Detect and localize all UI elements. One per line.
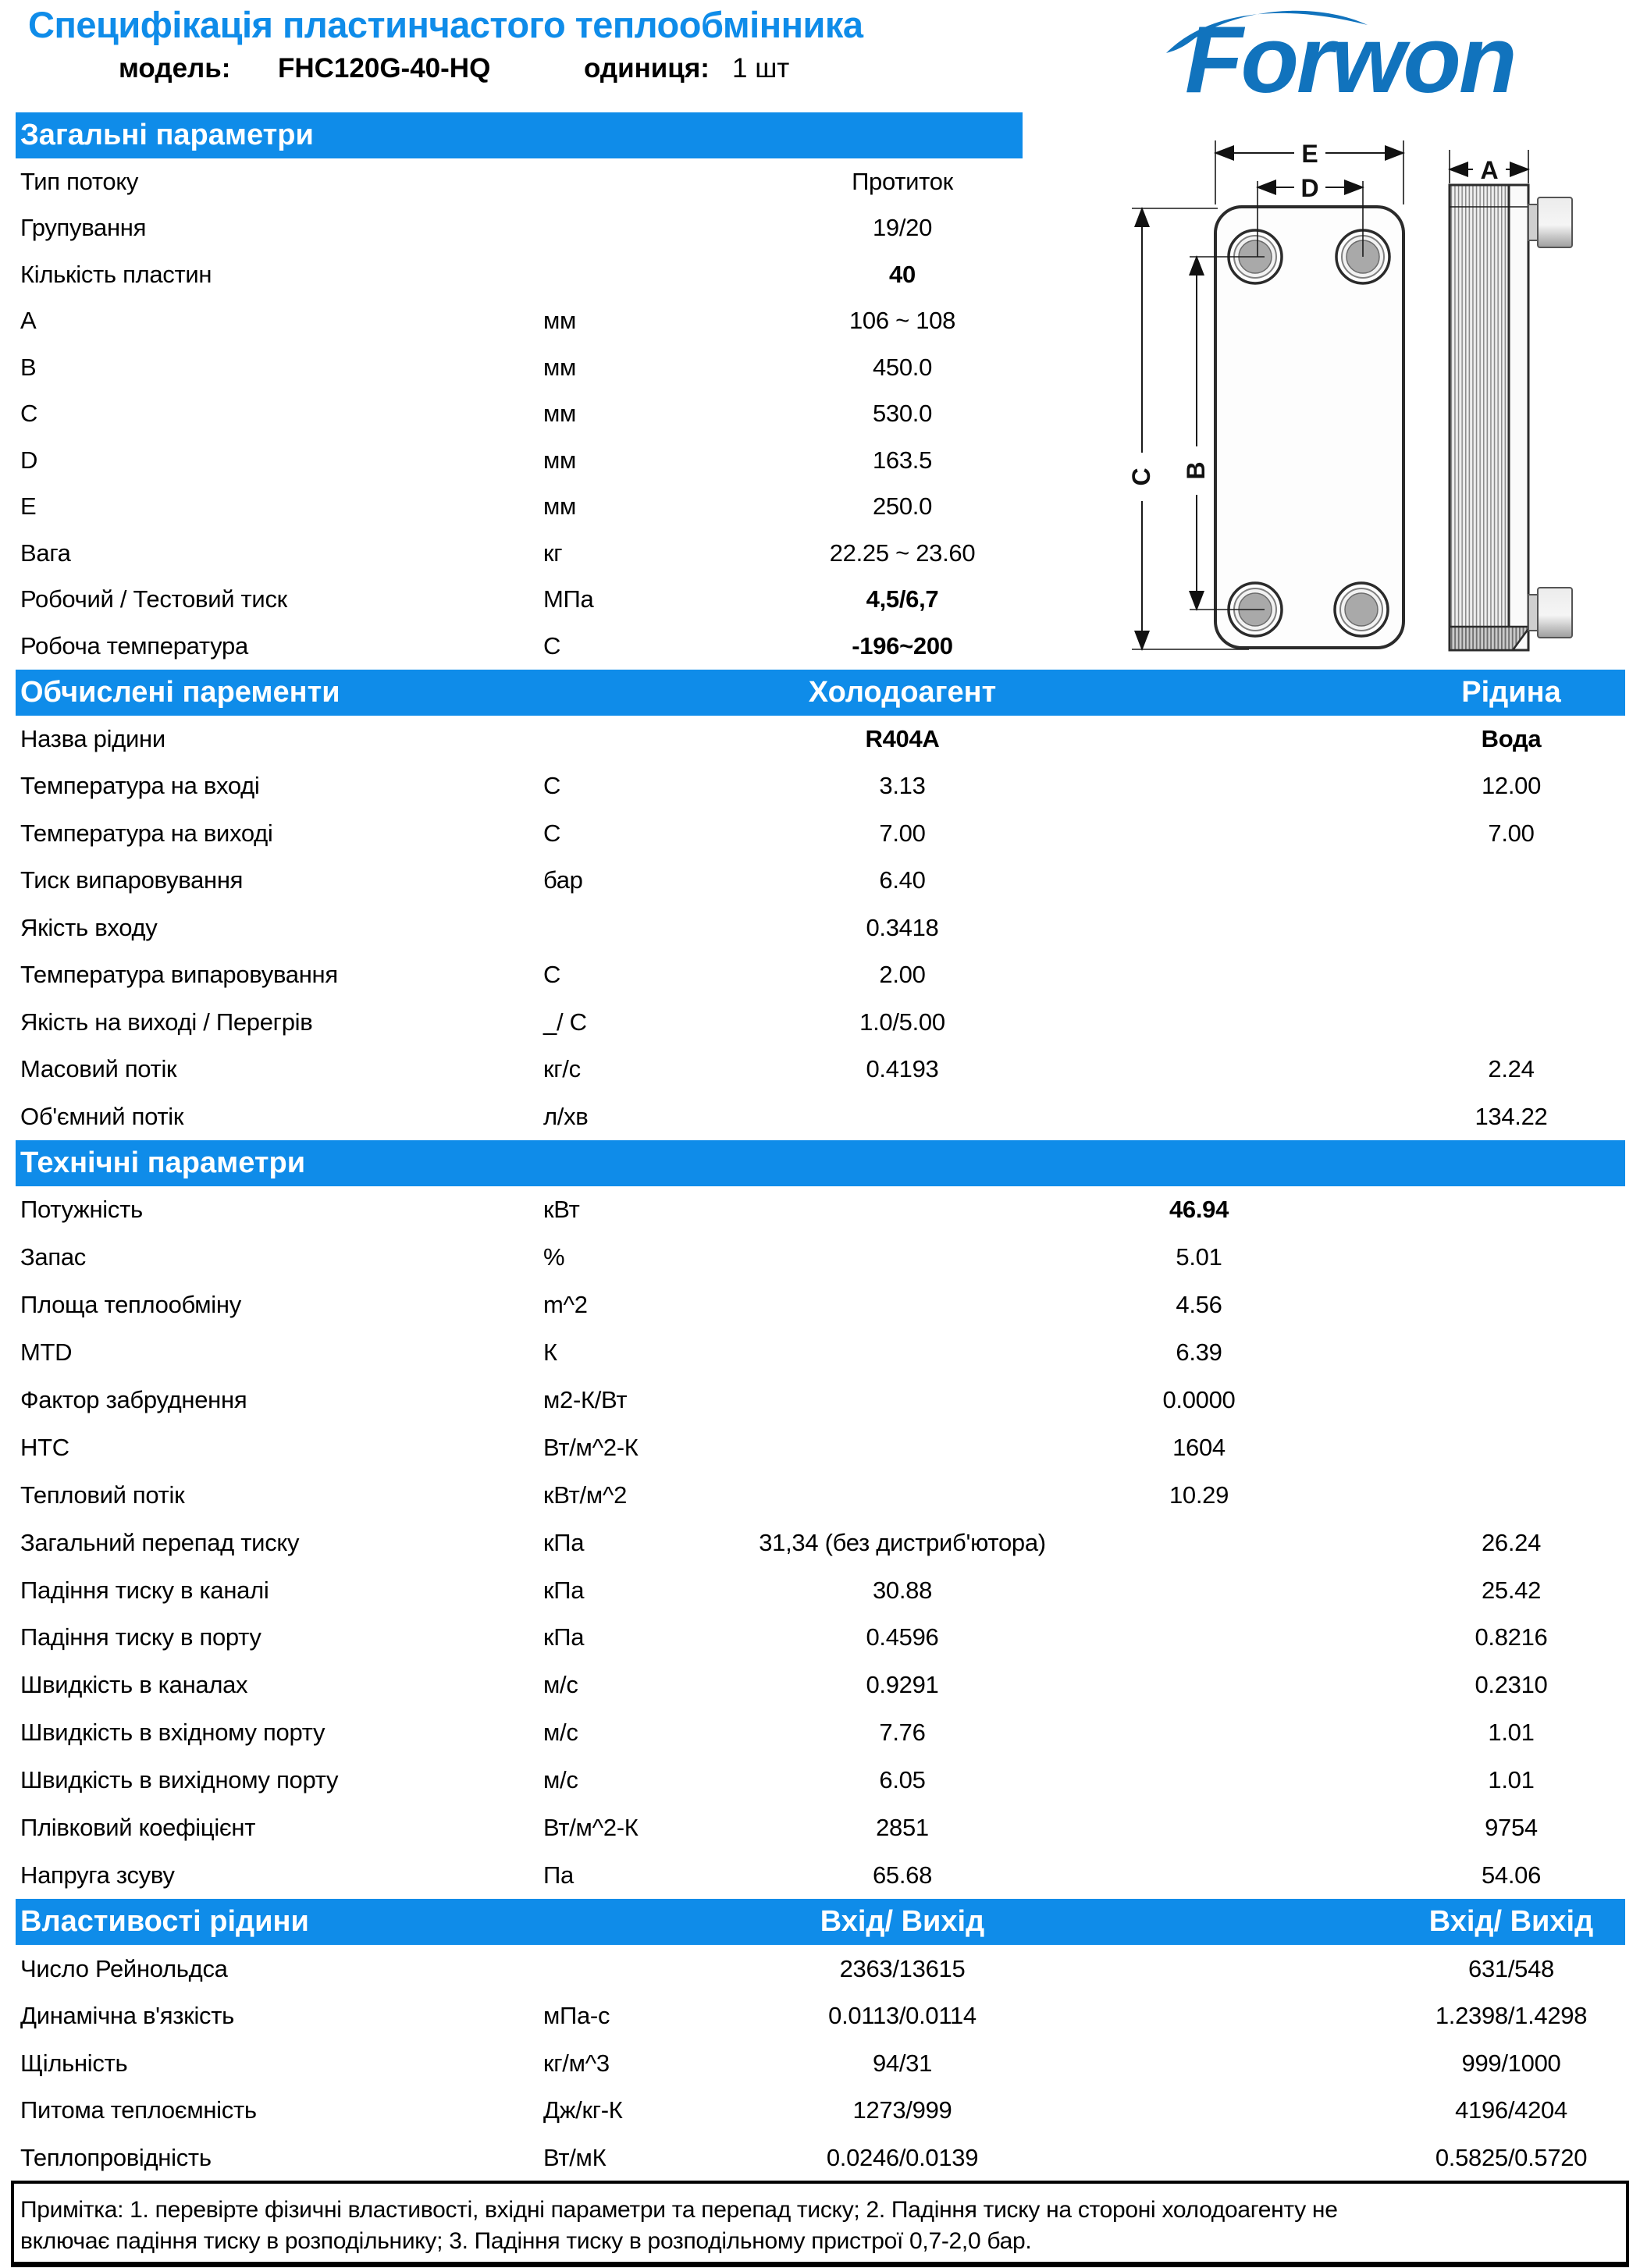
table-row xyxy=(16,716,1640,763)
column-header-liquid: Рідина xyxy=(1461,675,1561,709)
param-value-refrigerant: 530.0 xyxy=(872,400,933,428)
param-value-liquid: 134.22 xyxy=(1475,1102,1548,1130)
param-unit: Па xyxy=(543,1861,574,1889)
param-value-refrigerant: 30.88 xyxy=(872,1576,933,1604)
table-row xyxy=(16,999,1640,1047)
param-value-liquid: 26.24 xyxy=(1481,1528,1542,1556)
param-value-refrigerant: 4,5/6,7 xyxy=(866,585,939,613)
param-unit: Вт/м^2-К xyxy=(543,1814,639,1842)
port-bottom-right-icon xyxy=(1335,583,1388,636)
table-row xyxy=(16,1566,1640,1614)
table-row xyxy=(16,1186,1640,1234)
param-value: 6.39 xyxy=(1176,1338,1222,1367)
column-header-refrigerant: Вхід/ Вихід xyxy=(820,1905,985,1939)
param-value-refrigerant: 0.9291 xyxy=(866,1671,939,1699)
param-value-refrigerant: 6.05 xyxy=(879,1766,926,1794)
param-value-refrigerant: 40 xyxy=(889,260,916,288)
param-unit: C xyxy=(543,819,561,847)
param-unit: мм xyxy=(543,307,577,335)
param-unit: м2-К/Вт xyxy=(543,1386,628,1413)
param-value-liquid: 12.00 xyxy=(1481,772,1542,800)
section-header-label: Технічні параметри xyxy=(20,1146,306,1179)
param-name: Падіння тиску в порту xyxy=(20,1623,261,1651)
param-value-liquid: Вода xyxy=(1481,724,1542,752)
table-row xyxy=(16,1234,1640,1282)
side-view-plate-pack xyxy=(1450,185,1509,650)
dim-label-c: C xyxy=(1127,467,1155,486)
param-unit: кг/с xyxy=(543,1055,581,1083)
param-name: Загальний перепад тиску xyxy=(20,1528,300,1556)
table-row xyxy=(16,1662,1640,1709)
param-value-refrigerant: 0.0246/0.0139 xyxy=(826,2143,979,2171)
forwon-logo xyxy=(1155,2,1624,111)
param-name: Якість на виході / Перегрів xyxy=(20,1008,313,1036)
param-unit: C xyxy=(543,631,561,659)
param-value-refrigerant: 94/31 xyxy=(872,2049,933,2077)
param-unit: C xyxy=(543,961,561,989)
param-value-refrigerant: 2851 xyxy=(876,1814,929,1842)
section-header xyxy=(16,1140,1625,1186)
param-unit: Дж/кг-К xyxy=(543,2096,623,2124)
model-value: FHC120G-40-HQ xyxy=(278,53,491,84)
unit-value: 1 шт xyxy=(732,53,790,84)
param-unit: % xyxy=(543,1243,565,1271)
param-name: Швидкість в вхідному порту xyxy=(20,1719,326,1747)
param-unit: Вт/мК xyxy=(543,2143,607,2171)
param-value-refrigerant: 22.25 ~ 23.60 xyxy=(829,539,976,567)
param-value: 1604 xyxy=(1172,1433,1226,1461)
param-unit: кПа xyxy=(543,1528,585,1556)
param-value-refrigerant: 0.4596 xyxy=(866,1623,939,1651)
param-name: Температура на вході xyxy=(20,772,260,800)
heat-exchanger-diagram xyxy=(1124,117,1640,671)
param-name: Плівковий коефіцієнт xyxy=(20,1814,256,1842)
param-value: 4.56 xyxy=(1176,1291,1222,1319)
param-value-refrigerant: 65.68 xyxy=(872,1861,933,1889)
param-name: Тиск випаровування xyxy=(20,866,244,894)
param-value-refrigerant: 31,34 (без дистриб'ютора) xyxy=(759,1528,1046,1556)
column-header-refrigerant: Холодоагент xyxy=(808,675,997,709)
table-row xyxy=(16,810,1640,858)
logo-text: Forwon xyxy=(1185,6,1515,111)
dim-label-d: D xyxy=(1300,174,1319,202)
param-name: Теплопровідність xyxy=(20,2143,212,2171)
nozzle-top-icon xyxy=(1528,197,1572,247)
param-value-refrigerant: 7.00 xyxy=(879,819,926,847)
param-name: Число Рейнольдса xyxy=(20,1954,228,1982)
param-unit: К xyxy=(543,1338,557,1367)
param-value: 0.0000 xyxy=(1162,1386,1236,1413)
param-name: Швидкість в каналах xyxy=(20,1671,248,1699)
param-unit: кПа xyxy=(543,1623,585,1651)
param-value-refrigerant: 2363/13615 xyxy=(839,1954,966,1982)
param-name: Потужність xyxy=(20,1196,143,1224)
table-row xyxy=(16,2134,1640,2181)
param-value-refrigerant: 0.3418 xyxy=(866,913,939,941)
dim-label-e: E xyxy=(1301,140,1318,168)
param-unit: мм xyxy=(543,446,577,474)
param-name: Температура випаровування xyxy=(20,961,338,989)
param-name: Фактор забруднення xyxy=(20,1386,247,1413)
param-name: E xyxy=(20,492,37,521)
table-row xyxy=(16,1945,1640,1992)
param-value-refrigerant: 6.40 xyxy=(879,866,926,894)
param-name: D xyxy=(20,446,38,474)
param-value-liquid: 0.8216 xyxy=(1475,1623,1548,1651)
param-value-refrigerant: 1.0/5.00 xyxy=(859,1008,945,1036)
param-unit: мм xyxy=(543,492,577,521)
param-unit: кВт/м^2 xyxy=(543,1481,628,1509)
param-name: Вага xyxy=(20,539,71,567)
param-value-liquid: 9754 xyxy=(1485,1814,1538,1842)
param-name: Групування xyxy=(20,214,147,242)
param-value-refrigerant: 106 ~ 108 xyxy=(848,307,956,335)
param-value-liquid: 54.06 xyxy=(1481,1861,1542,1889)
param-unit: C xyxy=(543,772,561,800)
param-value-liquid: 0.5825/0.5720 xyxy=(1435,2143,1588,2171)
table-row xyxy=(16,1614,1640,1662)
section-header xyxy=(16,1899,1625,1945)
param-value-refrigerant: 1273/999 xyxy=(852,2096,952,2124)
param-unit: кг/м^3 xyxy=(543,2049,610,2077)
param-value-liquid: 631/548 xyxy=(1468,1954,1554,1982)
param-unit: кПа xyxy=(543,1576,585,1604)
param-value-liquid: 1.01 xyxy=(1488,1719,1535,1747)
param-value-refrigerant: Протиток xyxy=(852,167,953,195)
param-name: Температура на виході xyxy=(20,819,273,847)
section-header-label: Обчислені паременти xyxy=(20,675,340,709)
param-name: Робочий / Тестовий тиск xyxy=(20,585,287,613)
param-name: Масовий потік xyxy=(20,1055,177,1083)
section-header xyxy=(16,670,1625,716)
param-value-liquid: 1.01 xyxy=(1488,1766,1535,1794)
table-row xyxy=(16,951,1640,999)
param-name: Тепловий потік xyxy=(20,1481,185,1509)
param-value: 10.29 xyxy=(1169,1481,1229,1509)
param-unit: м/с xyxy=(543,1766,578,1794)
param-value-refrigerant: 250.0 xyxy=(872,492,933,521)
param-name: Якість входу xyxy=(20,913,158,941)
model-label: модель: xyxy=(119,53,231,84)
param-unit: бар xyxy=(543,866,583,894)
param-name: Об'ємний потік xyxy=(20,1102,184,1130)
param-value-refrigerant: 19/20 xyxy=(872,214,933,242)
column-header-liquid: Вхід/ Вихід xyxy=(1428,1905,1594,1939)
side-view-cover xyxy=(1509,185,1528,650)
param-name: A xyxy=(20,307,37,335)
param-value-refrigerant: 163.5 xyxy=(872,446,933,474)
param-value-liquid: 1.2398/1.4298 xyxy=(1435,2002,1588,2030)
param-name: Назва рідини xyxy=(20,724,165,752)
dim-label-b: B xyxy=(1182,461,1210,480)
param-value-liquid: 4196/4204 xyxy=(1455,2096,1567,2124)
param-value-liquid: 2.24 xyxy=(1488,1055,1535,1083)
table-row xyxy=(16,2087,1640,2135)
param-name: Щільність xyxy=(20,2049,128,2077)
note-box xyxy=(11,2181,1629,2267)
param-value-refrigerant: -196~200 xyxy=(852,631,953,659)
table-row xyxy=(16,905,1640,952)
param-value-refrigerant: 7.76 xyxy=(879,1719,926,1747)
param-unit: мм xyxy=(543,353,577,381)
param-name: Запас xyxy=(20,1243,86,1271)
section-header xyxy=(16,112,1023,158)
param-value: 46.94 xyxy=(1169,1196,1229,1224)
param-name: C xyxy=(20,400,38,428)
param-value-liquid: 7.00 xyxy=(1488,819,1535,847)
section-header-label: Загальні параметри xyxy=(20,119,314,151)
table-row xyxy=(16,1424,1640,1471)
param-unit: м/с xyxy=(543,1719,578,1747)
param-unit: мПа-с xyxy=(543,2002,610,2030)
param-unit: мм xyxy=(543,400,577,428)
param-unit: МПа xyxy=(543,585,594,613)
param-value: 5.01 xyxy=(1176,1243,1222,1271)
param-value-refrigerant: 0.4193 xyxy=(866,1055,939,1083)
table-row xyxy=(16,1046,1640,1093)
param-name: MTD xyxy=(20,1338,73,1367)
param-unit: л/хв xyxy=(543,1102,589,1130)
table-row xyxy=(16,1329,1640,1377)
param-unit: m^2 xyxy=(543,1291,588,1319)
table-row xyxy=(16,857,1640,905)
param-value-refrigerant: 450.0 xyxy=(872,353,933,381)
table-row xyxy=(16,1093,1640,1141)
section-header-label: Властивості рідини xyxy=(20,1905,309,1939)
table-row xyxy=(16,1282,1640,1329)
param-value-refrigerant: 2.00 xyxy=(879,961,926,989)
table-row xyxy=(16,763,1640,810)
param-name: Питома теплоємність xyxy=(20,2096,257,2124)
table-row xyxy=(16,2039,1640,2087)
param-name: HTC xyxy=(20,1433,69,1461)
param-value-liquid: 25.42 xyxy=(1481,1576,1542,1604)
table-row xyxy=(16,1992,1640,2040)
table-row xyxy=(16,1377,1640,1424)
note-line-2: включає падіння тиску в розподільнику; 3. Падіння тиску в розподільному пристрої 0,7-2,0 бар. xyxy=(20,2228,1032,2254)
param-name: Динамічна в'язкість xyxy=(20,2002,234,2030)
param-unit: _/ C xyxy=(543,1008,587,1036)
unit-label: одиниця: xyxy=(584,53,710,84)
param-unit: кВт xyxy=(543,1196,580,1224)
param-value-refrigerant: R404A xyxy=(865,724,940,752)
table-row xyxy=(16,1709,1640,1757)
table-row xyxy=(16,1471,1640,1519)
param-value-liquid: 999/1000 xyxy=(1461,2049,1561,2077)
param-name: Тип потоку xyxy=(20,167,139,195)
param-name: Швидкість в вихідному порту xyxy=(20,1766,339,1794)
param-value-refrigerant: 0.0113/0.0114 xyxy=(828,2002,977,2030)
dim-label-a: A xyxy=(1480,156,1499,184)
param-name: Робоча температура xyxy=(20,631,248,659)
param-unit: кг xyxy=(543,539,563,567)
param-name: Падіння тиску в каналі xyxy=(20,1576,269,1604)
param-name: Кількість пластин xyxy=(20,260,212,288)
table-row xyxy=(16,1519,1640,1566)
nozzle-bottom-icon xyxy=(1528,588,1572,638)
table-row xyxy=(16,1851,1640,1899)
note-line-1: Примітка: 1. перевірте фізичні властивості, вхідні параметри та перепад тиску; 2. Падіння тиску на стороні холодоагенту не xyxy=(20,2197,1338,2223)
param-value-liquid: 0.2310 xyxy=(1475,1671,1548,1699)
param-value-refrigerant: 3.13 xyxy=(879,772,926,800)
param-name: Напруга зсуву xyxy=(20,1861,175,1889)
param-name: B xyxy=(20,353,37,381)
page-title: Специфікація пластинчастого теплообмінника xyxy=(28,4,863,45)
table-row xyxy=(16,1804,1640,1852)
param-unit: Вт/м^2-К xyxy=(543,1433,639,1461)
table-row xyxy=(16,1757,1640,1804)
param-unit: м/с xyxy=(543,1671,578,1699)
param-name: Площа теплообміну xyxy=(20,1291,241,1319)
